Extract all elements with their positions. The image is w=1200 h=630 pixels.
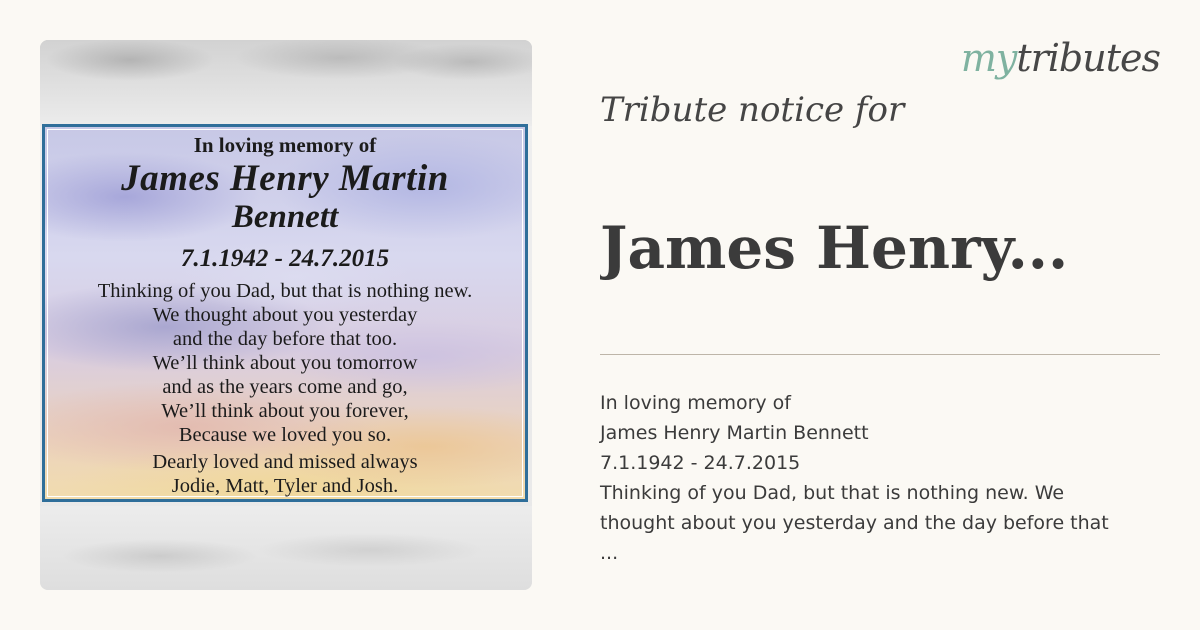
notice-verse-line: Thinking of you Dad, but that is nothing new. [97, 280, 473, 302]
excerpt-line: thought about you yesterday and the day before that [600, 512, 1109, 534]
notice-image-card[interactable] [40, 40, 532, 590]
excerpt-line: James Henry Martin Bennett [600, 422, 869, 444]
notice-verse [45, 279, 525, 447]
notice-image [42, 124, 528, 502]
excerpt-line: 7.1.1942 - 24.7.2015 [600, 452, 801, 474]
notice-verse-line: and as the years come and go, [162, 376, 408, 398]
image-blur-bottom [40, 506, 532, 590]
notice-name-line1: James Henry Martin [121, 158, 449, 199]
tribute-notice-label: Tribute notice for [600, 90, 905, 130]
notice-signoff-line: Jodie, Matt, Tyler and Josh. [171, 475, 399, 497]
notice-text-excerpt [600, 388, 1160, 568]
notice-verse-line: Because we loved you so. [178, 424, 392, 446]
person-name-title: James Henry... [600, 214, 1069, 282]
notice-name-line2: Bennett [231, 199, 339, 235]
mytributes-logo[interactable] [961, 36, 1160, 80]
notice-signoff-line: Dearly loved and missed always [152, 451, 418, 473]
logo-my: my [960, 36, 1017, 80]
notice-dates: 7.1.1942 - 24.7.2015 [180, 245, 390, 272]
notice-verse-line: We thought about you yesterday [152, 304, 418, 326]
divider [600, 354, 1160, 355]
excerpt-line: ... [600, 542, 619, 564]
notice-verse-line: and the day before that too. [172, 328, 398, 350]
excerpt-line: Thinking of you Dad, but that is nothing new. We [600, 482, 1065, 504]
notice-signoff [45, 450, 525, 498]
notice-heading: In loving memory of [193, 133, 377, 157]
notice-verse-line: We’ll think about you tomorrow [152, 352, 418, 374]
logo-tributes: tributes [1016, 36, 1160, 80]
image-blur-top [40, 40, 532, 126]
excerpt-line: In loving memory of [600, 392, 791, 414]
notice-verse-line: We’ll think about you forever, [161, 400, 409, 422]
